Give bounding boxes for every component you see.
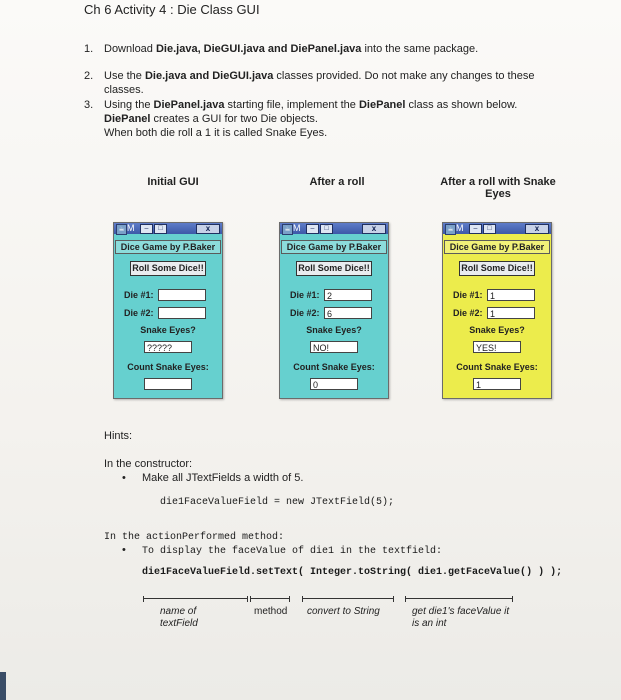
game-title-label: Dice Game by P.Baker (115, 240, 221, 254)
window-title-text: M (127, 223, 135, 233)
step-text (104, 42, 564, 56)
text-run: creates a GUI for two Die objects. (150, 113, 318, 125)
column-label-initial: Initial GUI (147, 176, 199, 188)
snake-eyes-label: Snake Eyes? (140, 325, 196, 335)
bracket-textfield (143, 598, 248, 604)
step-number: 2. (84, 70, 94, 82)
text-run: into the same package. (361, 43, 479, 55)
snake-eyes-label: Snake Eyes? (306, 325, 362, 335)
java-cup-icon: ☕ (445, 224, 456, 235)
close-icon[interactable]: x (525, 224, 549, 234)
text-run: starting file, implement the (224, 99, 359, 111)
text-run-bold: Die.java, DieGUI.java and DiePanel.java (155, 43, 362, 55)
java-cup-icon: ☕ (282, 224, 293, 235)
game-title-label: Dice Game by P.Baker (281, 240, 387, 254)
action-code: die1FaceValueField.setText( Integer.toString( die1.getFaceValue() ) ); (142, 567, 563, 578)
minimize-icon[interactable]: – (469, 224, 482, 234)
minimize-icon[interactable]: – (140, 224, 153, 234)
gui-window-initial (113, 222, 223, 399)
snake-eyes-field[interactable]: YES! (473, 341, 521, 353)
step-number: 3. (84, 99, 94, 111)
page-title: Ch 6 Activity 4 : Die Class GUI (84, 2, 260, 17)
game-title-label: Dice Game by P.Baker (444, 240, 550, 254)
die2-field[interactable] (158, 307, 206, 319)
text-run: When both die roll a 1 it is called Snake Eyes. (104, 127, 328, 139)
roll-dice-button[interactable]: Roll Some Dice!! (130, 261, 206, 276)
bracket-method (250, 598, 290, 604)
snake-eyes-field[interactable]: NO! (310, 341, 358, 353)
text-run: Download (104, 43, 156, 55)
column-label-snake-eyes: After a roll with Snake Eyes (440, 176, 556, 200)
text-run-bold: DiePanel (104, 113, 151, 125)
annotation-method: method (254, 606, 288, 617)
bracket-get-face (405, 598, 513, 604)
constructor-code: die1FaceValueField = new JTextField(5); (160, 497, 395, 508)
bullet-dot: • (122, 472, 126, 484)
text-run-bold: DiePanel (358, 99, 406, 111)
annotation-textfield: name of textField (160, 606, 198, 629)
step-text (104, 69, 564, 97)
maximize-icon[interactable]: □ (483, 224, 496, 234)
die1-field[interactable]: 1 (487, 289, 535, 301)
text-run: Using the (104, 99, 154, 111)
action-bullet: To display the faceValue of die1 in the textfield: (142, 546, 443, 557)
constructor-heading: In the constructor: (104, 458, 193, 470)
step-number: 1. (84, 43, 94, 55)
hints-heading: Hints: (104, 430, 133, 442)
die2-field[interactable]: 6 (324, 307, 372, 319)
java-cup-icon: ☕ (116, 224, 127, 235)
maximize-icon[interactable]: □ (154, 224, 167, 234)
die1-label: Die #1: (453, 290, 483, 300)
die2-label: Die #2: (290, 308, 320, 318)
count-snake-eyes-label: Count Snake Eyes: (127, 362, 209, 372)
gui-window-after-roll (279, 222, 389, 399)
die2-field[interactable]: 1 (487, 307, 535, 319)
column-label-after-roll: After a roll (309, 176, 365, 188)
count-snake-eyes-label: Count Snake Eyes: (456, 362, 538, 372)
die2-label: Die #2: (124, 308, 154, 318)
action-heading: In the actionPerformed method: (104, 532, 285, 543)
snake-eyes-field[interactable]: ????? (144, 341, 192, 353)
window-titlebar[interactable] (280, 223, 388, 234)
close-icon[interactable]: x (196, 224, 220, 234)
die2-label: Die #2: (453, 308, 483, 318)
text-run: classes provided. Do not make any changes to these classes. (104, 70, 535, 96)
count-snake-eyes-field[interactable]: 0 (310, 378, 358, 390)
text-run-bold: DiePanel.java (153, 99, 225, 111)
gui-window-snake-eyes (442, 222, 552, 399)
die1-field[interactable] (158, 289, 206, 301)
close-icon[interactable]: x (362, 224, 386, 234)
step-text (104, 98, 564, 140)
count-snake-eyes-field[interactable] (144, 378, 192, 390)
bracket-convert (302, 598, 394, 604)
annotation-get-face: get die1's faceValue it is an int (412, 606, 510, 629)
window-titlebar[interactable] (114, 223, 222, 234)
maximize-icon[interactable]: □ (320, 224, 333, 234)
edge-strip (0, 672, 6, 700)
annotation-convert: convert to String (307, 606, 380, 617)
window-title-text: M (456, 223, 464, 233)
roll-dice-button[interactable]: Roll Some Dice!! (296, 261, 372, 276)
die1-field[interactable]: 2 (324, 289, 372, 301)
window-title-text: M (293, 223, 301, 233)
snake-eyes-label: Snake Eyes? (469, 325, 525, 335)
bullet-dot: • (122, 544, 126, 556)
roll-dice-button[interactable]: Roll Some Dice!! (459, 261, 535, 276)
minimize-icon[interactable]: – (306, 224, 319, 234)
die1-label: Die #1: (290, 290, 320, 300)
window-titlebar[interactable] (443, 223, 551, 234)
text-run-bold: Die.java and DieGUI.java (144, 70, 274, 82)
text-run: class as shown below. (405, 99, 518, 111)
count-snake-eyes-label: Count Snake Eyes: (293, 362, 375, 372)
text-run: Use the (104, 70, 145, 82)
count-snake-eyes-field[interactable]: 1 (473, 378, 521, 390)
die1-label: Die #1: (124, 290, 154, 300)
constructor-bullet: Make all JTextFields a width of 5. (142, 472, 304, 484)
